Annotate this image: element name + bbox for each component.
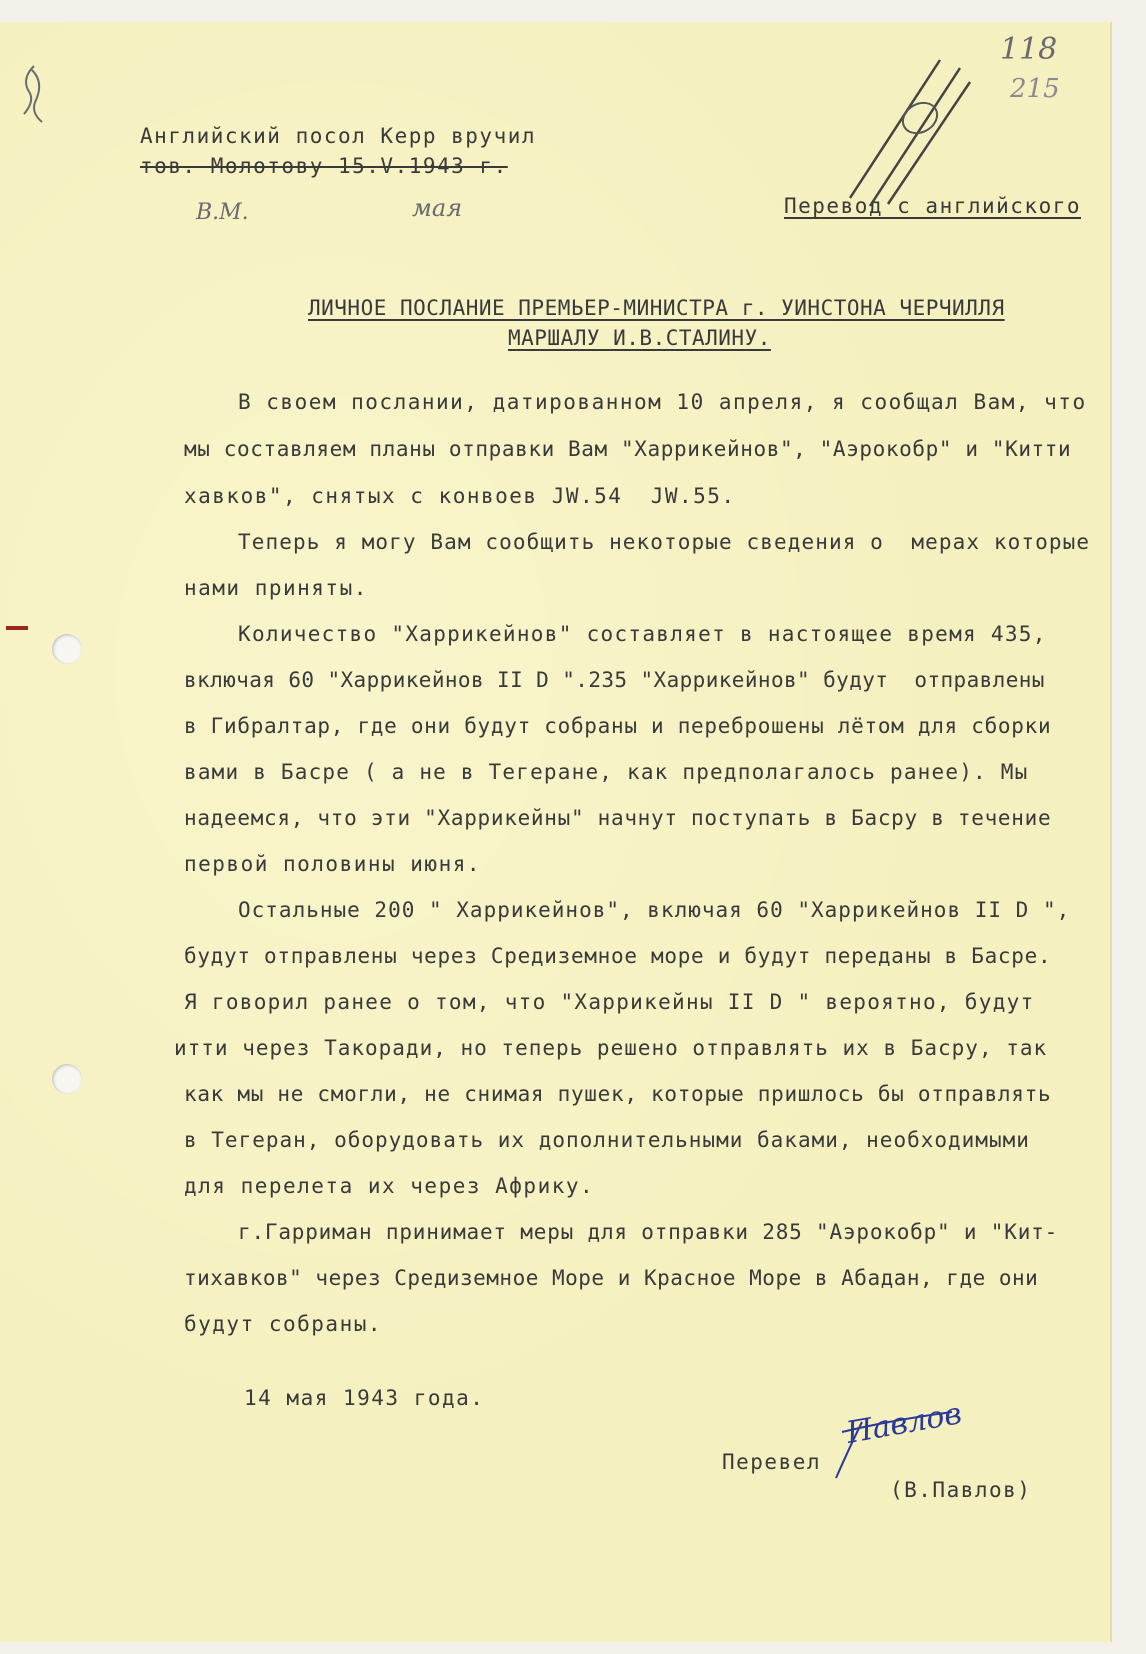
body-line: в Гибралтар, где они будут собраны и переброшены лётом для сборки bbox=[184, 714, 1052, 738]
body-line: Теперь я могу Вам сообщить некоторые сведения о мерах которые bbox=[238, 530, 1091, 554]
body-line: для перелета их через Африку. bbox=[184, 1174, 595, 1198]
handwritten-signature: Павлов bbox=[843, 1396, 965, 1451]
body-line: будут собраны. bbox=[184, 1312, 383, 1336]
body-line: Количество "Харрикейнов" составляет в настоящее время 435, bbox=[238, 622, 1047, 646]
corner-scribble bbox=[14, 60, 54, 130]
archive-subnumber: 215 bbox=[1010, 74, 1060, 104]
handwritten-initials: В.М. bbox=[196, 200, 249, 225]
translation-label: Перевод с английского bbox=[784, 194, 1082, 218]
body-line: мы составляем планы отправки Вам "Харрикейнов", "Аэрокобр" и "Китти bbox=[184, 437, 1072, 461]
body-line: вами в Басре ( а не в Тегеране, как предполагалось ранее). Мы bbox=[184, 760, 1029, 784]
body-line: Остальные 200 " Харрикейнов", включая 60 "Харрикейнов II D ", bbox=[238, 898, 1071, 922]
body-line: первой половины июня. bbox=[184, 852, 482, 876]
body-line: г.Гарриман принимает меры для отправки 285 "Аэрокобр" и "Кит- bbox=[238, 1220, 1059, 1244]
body-line: В своем послании, датированном 10 апреля, я сообщал Вам, что bbox=[238, 390, 1087, 414]
document-title-line2: МАРШАЛУ И.В.СТАЛИНУ. bbox=[508, 326, 771, 350]
body-line: в Тегеран, оборудовать их дополнительными баками, необходимыми bbox=[184, 1128, 1030, 1152]
body-line: включая 60 "Харрикейнов II D ".235 "Харрикейнов" будут отправлены bbox=[184, 668, 1045, 692]
document-date: 14 мая 1943 года. bbox=[244, 1386, 485, 1410]
body-line: как мы не смогли, не снимая пушек, которые пришлось бы отправлять bbox=[184, 1082, 1052, 1106]
punch-hole bbox=[52, 634, 82, 664]
body-line: хавков", снятых с конвоев JW.54 JW.55. bbox=[184, 484, 736, 508]
delivery-note-line1: Английский посол Керр вручил bbox=[140, 124, 537, 148]
cross-out-mark bbox=[840, 58, 980, 208]
body-line: итти через Такоради, но теперь решено отправлять их в Басру, так bbox=[174, 1036, 1048, 1060]
body-line: надеемся, что эти "Харрикейны" начнут поступать в Басру в течение bbox=[184, 806, 1052, 830]
body-line: нами приняты. bbox=[184, 576, 368, 600]
translator-name: (В.Павлов) bbox=[890, 1478, 1032, 1502]
translated-by-label: Перевел bbox=[722, 1450, 822, 1474]
document-page bbox=[0, 22, 1110, 1642]
body-line: Я говорил ранее о том, что "Харрикейны II D " вероятно, будут bbox=[184, 990, 1035, 1014]
body-line: тихавков" через Средиземное Море и Красное Море в Абадан, где они bbox=[184, 1266, 1039, 1290]
punch-hole bbox=[52, 1064, 82, 1094]
handwritten-month: мая bbox=[412, 194, 463, 222]
body-line: будут отправлены через Средиземное море и будут переданы в Басре. bbox=[184, 944, 1052, 968]
delivery-note-line2: тов. Молотову 15.V.1943 г. bbox=[140, 154, 508, 178]
archive-number: 118 bbox=[1000, 32, 1058, 67]
document-title-line1: ЛИЧНОЕ ПОСЛАНИЕ ПРЕМЬЕР-МИНИСТРА г. УИНСТОНА ЧЕРЧИЛЛЯ bbox=[308, 296, 1005, 320]
edge-mark bbox=[6, 626, 28, 630]
